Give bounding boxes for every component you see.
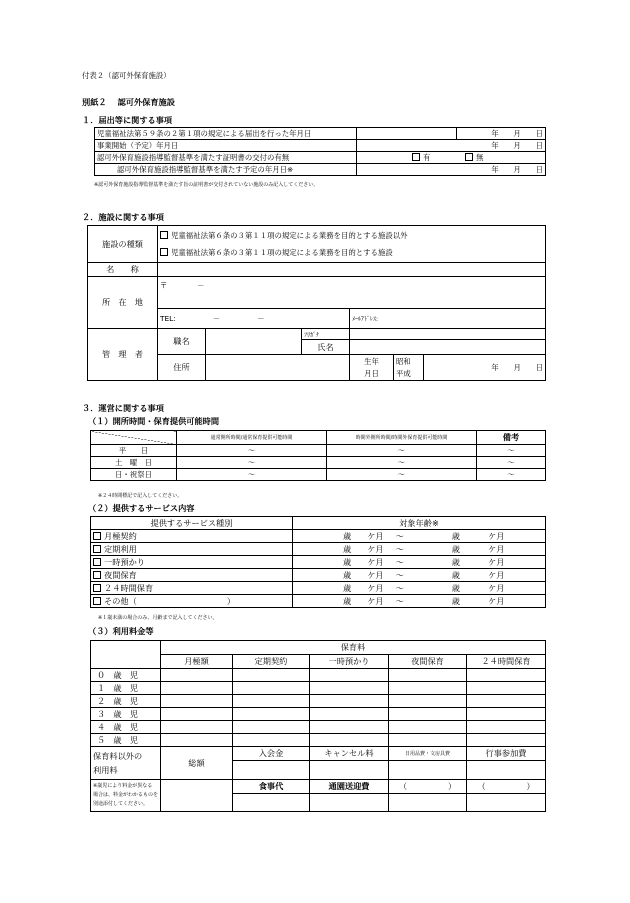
age-unit: 歳 xyxy=(343,543,352,554)
table-row xyxy=(91,431,546,445)
extra-header: 食事代 xyxy=(233,780,310,794)
header-note: 付表２（認可外保育施設） xyxy=(82,71,171,80)
fees-subtitle: （３）利用料金等 xyxy=(88,626,154,636)
age-unit: 歳 xyxy=(343,595,352,606)
hours-note: ※２４時間標記で記入してください。 xyxy=(98,493,183,499)
fee-header: 一時預かり xyxy=(310,655,389,669)
fee-cell[interactable] xyxy=(161,708,233,721)
service-checkbox[interactable] xyxy=(93,545,101,553)
person-name-label: 氏名 xyxy=(302,340,350,355)
fee-cell[interactable] xyxy=(310,734,389,747)
section-1-note: ※認可外保育施設指導監督基準を満たす旨の証明書が交付されていない施設のみ記入してください。 xyxy=(94,182,319,188)
postal-field[interactable]: 〒 － xyxy=(158,277,546,309)
service-label: 夜間保育 xyxy=(104,569,137,580)
age-unit: 歳 xyxy=(343,569,352,580)
table-row xyxy=(88,263,546,277)
services-header-type: 提供するサービス種別 xyxy=(91,517,293,530)
age-row-label: ３ 歳 児 xyxy=(91,708,161,721)
month-unit: ケ月 xyxy=(488,530,505,541)
table-row xyxy=(95,128,546,140)
other-fees-label-2: 利用料 xyxy=(93,765,118,775)
section-3-title: ３．運営に関する事項 xyxy=(82,403,164,413)
fees-table xyxy=(90,640,546,812)
era-heisei[interactable]: 平成 xyxy=(396,368,411,378)
hours-header-overtime: 時間外開所時間/時間外保育提供可能時間 xyxy=(327,431,477,445)
table-row xyxy=(91,695,546,708)
extra-header: キャンセル料 xyxy=(310,747,389,761)
fee-cell[interactable] xyxy=(467,721,546,734)
table-row xyxy=(91,747,546,761)
age-row-label: ２ 歳 児 xyxy=(91,695,161,708)
fee-cell[interactable] xyxy=(233,682,310,695)
furigana-label: ﾌﾘｶﾞﾅ xyxy=(302,329,350,340)
hours-subtitle: （１）開所時間・保育提供可能時間 xyxy=(88,416,220,426)
planned-date-value[interactable]: 年 月 日 xyxy=(457,164,546,176)
range-tilde: ～ xyxy=(395,543,404,554)
hours-row-label: 平 日 xyxy=(91,445,177,457)
extra-header[interactable]: （ ） xyxy=(389,780,467,794)
service-checkbox[interactable] xyxy=(93,597,101,605)
table-row xyxy=(91,669,546,682)
month-unit: ケ月 xyxy=(367,556,384,567)
extra-header[interactable]: （ ） xyxy=(467,780,546,794)
service-label: 定期利用 xyxy=(104,543,137,554)
table-row xyxy=(95,152,546,164)
job-title-label: 職名 xyxy=(158,329,206,355)
facility-name-label: 名 称 xyxy=(88,263,158,277)
planned-date-label: 認可外保育施設指導監督基準を満たす予定の年月日※ xyxy=(95,164,357,176)
hours-table xyxy=(90,430,546,481)
fee-cell[interactable] xyxy=(310,721,389,734)
month-unit: ケ月 xyxy=(488,595,505,606)
person-name-field[interactable] xyxy=(350,340,546,355)
fee-note-3: 別途添付してください。 xyxy=(93,801,149,807)
table-row xyxy=(95,164,546,176)
hours-remarks-cell[interactable]: ～ xyxy=(477,445,546,457)
address-label: 住所 xyxy=(158,355,206,381)
fee-cell[interactable] xyxy=(310,695,389,708)
table-row xyxy=(91,469,546,481)
service-checkbox[interactable] xyxy=(93,584,101,592)
hours-row-label: 日・祝祭日 xyxy=(91,469,177,481)
fee-cell[interactable] xyxy=(389,708,467,721)
range-tilde: ～ xyxy=(395,582,404,593)
furigana-field[interactable] xyxy=(350,329,546,340)
age-row-label: ０ 歳 児 xyxy=(91,669,161,682)
table-row xyxy=(91,530,546,543)
option-has: 有 xyxy=(423,153,431,162)
table-row xyxy=(91,721,546,734)
table-row xyxy=(88,329,546,340)
email-field[interactable]: ﾒｰﾙｱﾄﾞﾚｽ: xyxy=(350,309,546,329)
range-tilde: ～ xyxy=(395,569,404,580)
month-unit: ケ月 xyxy=(367,530,384,541)
section-2-title: ２．施設に関する事項 xyxy=(82,212,164,222)
facility-type-option-2: 児童福祉法第６条の３第１１項の規定による業務を目的とする施設 xyxy=(171,248,393,257)
extra-header: 行事参加費 xyxy=(467,747,546,761)
facility-type-label: 施設の種類 xyxy=(88,226,158,263)
fee-cell[interactable] xyxy=(233,695,310,708)
fee-cell[interactable] xyxy=(233,794,310,812)
fee-cell[interactable] xyxy=(233,761,310,780)
month-unit: ケ月 xyxy=(367,569,384,580)
fee-cell[interactable] xyxy=(389,669,467,682)
fee-header: 定期契約 xyxy=(233,655,310,669)
table-row xyxy=(91,641,546,655)
service-checkbox[interactable] xyxy=(93,571,101,579)
fee-cell[interactable] xyxy=(467,708,546,721)
age-unit: 歳 xyxy=(343,582,352,593)
facility-type-option-1: 児童福祉法第６条の３第１１項の規定による業務を目的とする施設以外 xyxy=(171,231,408,240)
hours-overtime-cell[interactable]: ～ xyxy=(327,445,477,457)
fee-cell[interactable] xyxy=(233,708,310,721)
checkbox-type-2[interactable] xyxy=(160,248,168,256)
facility-name-field[interactable] xyxy=(158,263,546,277)
fee-cell[interactable] xyxy=(161,682,233,695)
hours-regular-cell[interactable]: ～ xyxy=(177,445,327,457)
fee-cell[interactable] xyxy=(310,794,389,812)
service-checkbox[interactable] xyxy=(93,532,101,540)
table-row xyxy=(91,569,546,582)
start-date-label: 事業開始（予定）年月日 xyxy=(95,140,357,152)
month-unit: ケ月 xyxy=(367,595,384,606)
checkbox-type-1[interactable] xyxy=(160,231,168,239)
dob-label-1: 生年 xyxy=(364,356,379,366)
month-unit: ケ月 xyxy=(367,543,384,554)
age-unit: 歳 xyxy=(343,530,352,541)
month-unit: ケ月 xyxy=(488,543,505,554)
manager-label: 管 理 者 xyxy=(88,329,158,381)
fee-group-header: 保育料 xyxy=(161,641,546,655)
other-fees-label-1: 保育料以外の xyxy=(93,751,143,761)
fee-header: 夜間保育 xyxy=(389,655,467,669)
service-checkbox[interactable] xyxy=(93,558,101,566)
age-row-label: ５ 歳 児 xyxy=(91,734,161,747)
fee-header: 月極額 xyxy=(161,655,233,669)
table-row xyxy=(91,682,546,695)
table-row xyxy=(91,517,546,530)
age-unit: 歳 xyxy=(451,556,460,567)
hours-header-remarks: 備考 xyxy=(477,431,546,445)
fee-cell[interactable] xyxy=(161,721,233,734)
month-unit: ケ月 xyxy=(488,569,505,580)
fee-cell[interactable] xyxy=(310,761,389,780)
fee-cell[interactable] xyxy=(233,734,310,747)
hours-regular-cell[interactable]: ～ xyxy=(177,457,327,469)
fee-cell[interactable] xyxy=(389,695,467,708)
dob-label-2: 月日 xyxy=(364,368,379,378)
address-field[interactable] xyxy=(206,355,350,381)
checkbox-none[interactable] xyxy=(465,153,473,161)
hours-overtime-cell[interactable]: ～ xyxy=(327,469,477,481)
era-showa[interactable]: 昭和 xyxy=(396,356,411,366)
extra-header: 入会金 xyxy=(233,747,310,761)
fee-cell[interactable] xyxy=(389,721,467,734)
fee-cell[interactable] xyxy=(310,682,389,695)
fee-cell[interactable] xyxy=(161,780,233,812)
services-subtitle: （２）提供するサービス内容 xyxy=(88,503,195,513)
age-row-label: １ 歳 児 xyxy=(91,682,161,695)
month-unit: ケ月 xyxy=(488,556,505,567)
hours-regular-cell[interactable]: ～ xyxy=(177,469,327,481)
service-label: その他（ ） xyxy=(104,595,236,606)
extra-header: 日用品費・文房具費 xyxy=(389,747,467,761)
certificate-label: 認可外保育施設指導監督基準を満たす証明書の交付の有無 xyxy=(95,152,357,164)
table-row xyxy=(91,582,546,595)
table-row xyxy=(95,140,546,152)
month-unit: ケ月 xyxy=(488,582,505,593)
fee-cell[interactable] xyxy=(161,669,233,682)
fee-cell[interactable] xyxy=(389,794,467,812)
fee-cell[interactable] xyxy=(467,695,546,708)
age-unit: 歳 xyxy=(451,595,460,606)
table-row xyxy=(91,595,546,608)
fee-cell[interactable] xyxy=(310,669,389,682)
fee-cell[interactable] xyxy=(161,695,233,708)
extra-header: 通園送迎費 xyxy=(310,780,389,794)
hours-header-regular: 通常開所時間/通常保育提供可能時間 xyxy=(177,431,327,445)
facility-table xyxy=(87,225,546,381)
table-row xyxy=(91,780,546,794)
dob-value[interactable]: 年 月 日 xyxy=(424,355,546,381)
age-unit: 歳 xyxy=(451,530,460,541)
service-label: 月極契約 xyxy=(104,530,137,541)
job-title-field[interactable] xyxy=(206,329,302,355)
service-label: 一時預かり xyxy=(104,556,145,567)
age-unit: 歳 xyxy=(451,569,460,580)
fee-cell[interactable] xyxy=(389,682,467,695)
option-none: 無 xyxy=(476,153,484,162)
table-row xyxy=(91,457,546,469)
fee-cell[interactable] xyxy=(310,708,389,721)
notification-table xyxy=(94,127,546,176)
doc-title: 別紙２ 認可外保育施設 xyxy=(82,97,175,107)
fee-cell[interactable] xyxy=(233,669,310,682)
services-header-age: 対象年齢※ xyxy=(293,517,546,530)
hours-row-label: 土 曜 日 xyxy=(91,457,177,469)
services-table xyxy=(90,516,546,608)
range-tilde: ～ xyxy=(395,556,404,567)
range-tilde: ～ xyxy=(395,530,404,541)
fee-cell[interactable] xyxy=(467,794,546,812)
start-date-value[interactable]: 年 月 日 xyxy=(457,140,546,152)
hours-remarks-cell[interactable]: ～ xyxy=(477,457,546,469)
table-row xyxy=(88,277,546,309)
range-tilde: ～ xyxy=(395,595,404,606)
section-1-title: １．届出等に関する事項 xyxy=(82,115,173,125)
fee-cell[interactable] xyxy=(161,734,233,747)
age-unit: 歳 xyxy=(451,543,460,554)
fee-note-2: 場合は、料金がわかるものを xyxy=(93,792,159,798)
hours-remarks-cell[interactable]: ～ xyxy=(477,469,546,481)
fee-note-1: ※歳児により料金が異なる xyxy=(93,783,153,789)
month-unit: ケ月 xyxy=(367,582,384,593)
fee-cell[interactable] xyxy=(389,734,467,747)
location-label: 所 在 地 xyxy=(88,277,158,329)
fee-cell[interactable] xyxy=(467,669,546,682)
fee-cell[interactable] xyxy=(467,761,546,780)
fee-cell[interactable] xyxy=(467,734,546,747)
table-row xyxy=(91,543,546,556)
age-unit: 歳 xyxy=(343,556,352,567)
table-row xyxy=(91,734,546,747)
table-row xyxy=(91,556,546,569)
table-row xyxy=(91,445,546,457)
tel-field[interactable]: TEL: － － xyxy=(158,309,350,329)
hours-overtime-cell[interactable]: ～ xyxy=(327,457,477,469)
total-label: 総額 xyxy=(161,747,233,780)
checkbox-has[interactable] xyxy=(412,153,420,161)
fee-header: ２４時間保育 xyxy=(467,655,546,669)
table-row xyxy=(88,226,546,263)
notification-date-value[interactable]: 年 月 日 xyxy=(457,128,546,140)
service-label: ２４時間保育 xyxy=(104,582,154,593)
table-row xyxy=(91,708,546,721)
fee-cell[interactable] xyxy=(389,761,467,780)
age-row-label: ４ 歳 児 xyxy=(91,721,161,734)
notification-date-label: 児童福祉法第５９条の２第１項の規定による届出を行った年月日 xyxy=(95,128,357,140)
fee-cell[interactable] xyxy=(233,721,310,734)
age-unit: 歳 xyxy=(451,582,460,593)
fee-cell[interactable] xyxy=(467,682,546,695)
services-note: ※１歳未満の場合のみ、月齢まで記入してください。 xyxy=(98,615,218,621)
